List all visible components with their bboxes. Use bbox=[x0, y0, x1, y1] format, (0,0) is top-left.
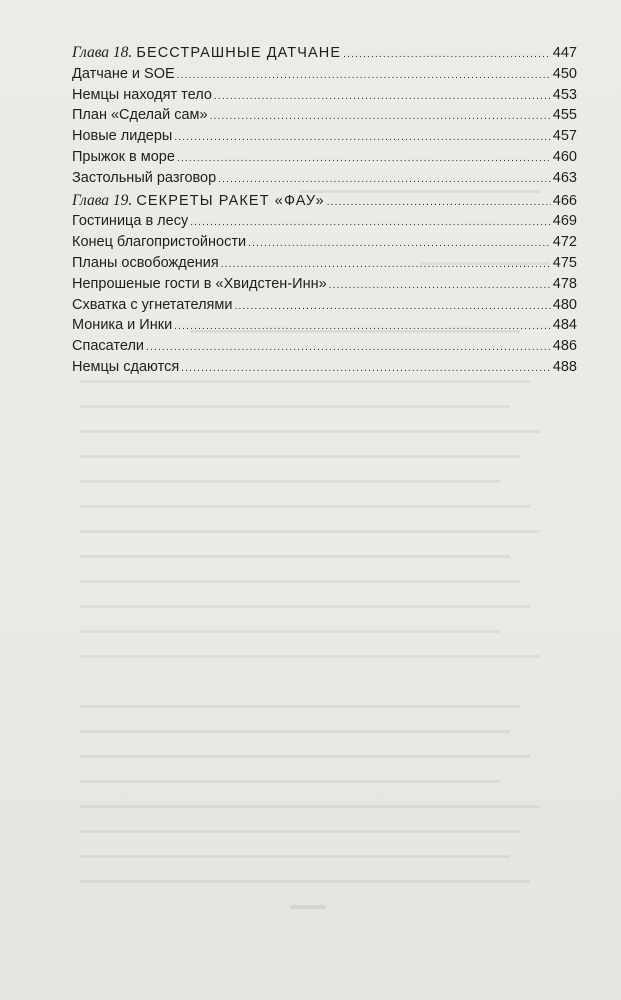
toc-entry[interactable] bbox=[72, 211, 577, 232]
entry-title: План «Сделай сам» bbox=[72, 107, 208, 124]
dot-leader bbox=[248, 232, 551, 255]
toc-entry[interactable] bbox=[72, 232, 577, 253]
page-number: 453 bbox=[552, 86, 577, 103]
page-number: 480 bbox=[552, 296, 577, 313]
dot-leader bbox=[210, 105, 551, 128]
toc-entry[interactable] bbox=[72, 147, 577, 168]
dot-leader bbox=[214, 85, 551, 108]
dot-leader bbox=[218, 168, 551, 191]
entry-title: Планы освобождения bbox=[72, 254, 219, 271]
toc-entry[interactable] bbox=[72, 105, 577, 126]
dot-leader bbox=[146, 336, 551, 359]
chapter-label: Глава 19. bbox=[72, 191, 133, 209]
entry-title: Спасатели bbox=[72, 338, 145, 355]
page-number: 475 bbox=[552, 254, 577, 271]
entry-title: Моника и Инки bbox=[72, 317, 173, 334]
entry-title: Немцы находят тело bbox=[72, 86, 212, 103]
dot-leader bbox=[181, 357, 551, 380]
page-number: 469 bbox=[552, 213, 577, 230]
page-number: 478 bbox=[552, 275, 577, 292]
toc-entry[interactable] bbox=[72, 357, 577, 378]
page-number: 455 bbox=[552, 107, 577, 124]
page-number: 450 bbox=[552, 65, 577, 82]
dot-leader bbox=[234, 295, 550, 318]
chapter-title: СЕКРЕТЫ РАКЕТ «ФАУ» bbox=[136, 192, 325, 209]
toc-chapter-18[interactable] bbox=[72, 43, 577, 64]
chapter-heading bbox=[72, 191, 325, 212]
entry-title: Датчане и SOE bbox=[72, 65, 175, 82]
chapter-heading bbox=[72, 43, 341, 64]
toc-entry[interactable] bbox=[72, 315, 577, 336]
dot-leader bbox=[329, 274, 551, 297]
dot-leader bbox=[174, 315, 551, 338]
page-number: 488 bbox=[552, 358, 577, 375]
page-number: 463 bbox=[552, 169, 577, 186]
page-number: 460 bbox=[552, 148, 577, 165]
entry-title: Застольный разговор bbox=[72, 169, 217, 186]
entry-title: Непрошеные гости в «Хвидстен-Инн» bbox=[72, 275, 327, 292]
dot-leader bbox=[177, 64, 551, 87]
page-number: 447 bbox=[552, 45, 577, 61]
entry-title: Прыжок в море bbox=[72, 148, 175, 165]
toc-entry[interactable] bbox=[72, 168, 577, 189]
dot-leader bbox=[174, 126, 550, 149]
entry-title: Гостиница в лесу bbox=[72, 213, 189, 230]
toc-entry[interactable] bbox=[72, 336, 577, 357]
entry-title: Конец благопристойности bbox=[72, 234, 247, 251]
page-number: 466 bbox=[552, 192, 577, 209]
entry-title: Немцы сдаются bbox=[72, 358, 180, 375]
dot-leader bbox=[177, 147, 551, 170]
dot-leader bbox=[327, 191, 551, 214]
page-number: 457 bbox=[552, 128, 577, 145]
page-number: 472 bbox=[552, 234, 577, 251]
entry-title: Схватка с угнетателями bbox=[72, 296, 233, 313]
chapter-title: БЕССТРАШНЫЕ ДАТЧАНЕ bbox=[136, 45, 342, 61]
dot-leader bbox=[343, 43, 551, 66]
page-number: 486 bbox=[552, 338, 577, 355]
toc-entry[interactable] bbox=[72, 64, 577, 85]
entry-title: Новые лидеры bbox=[72, 128, 173, 145]
toc-entry[interactable] bbox=[72, 274, 577, 295]
toc-chapter-19[interactable] bbox=[72, 191, 577, 212]
dot-leader bbox=[190, 211, 551, 234]
chapter-label: Глава 18. bbox=[72, 44, 133, 61]
dot-leader bbox=[221, 253, 551, 276]
toc-entry[interactable] bbox=[72, 85, 577, 106]
page-number: 484 bbox=[552, 317, 577, 334]
table-of-contents bbox=[72, 43, 577, 378]
toc-entry[interactable] bbox=[72, 126, 577, 147]
toc-entry[interactable] bbox=[72, 253, 577, 274]
toc-entry[interactable] bbox=[72, 295, 577, 316]
